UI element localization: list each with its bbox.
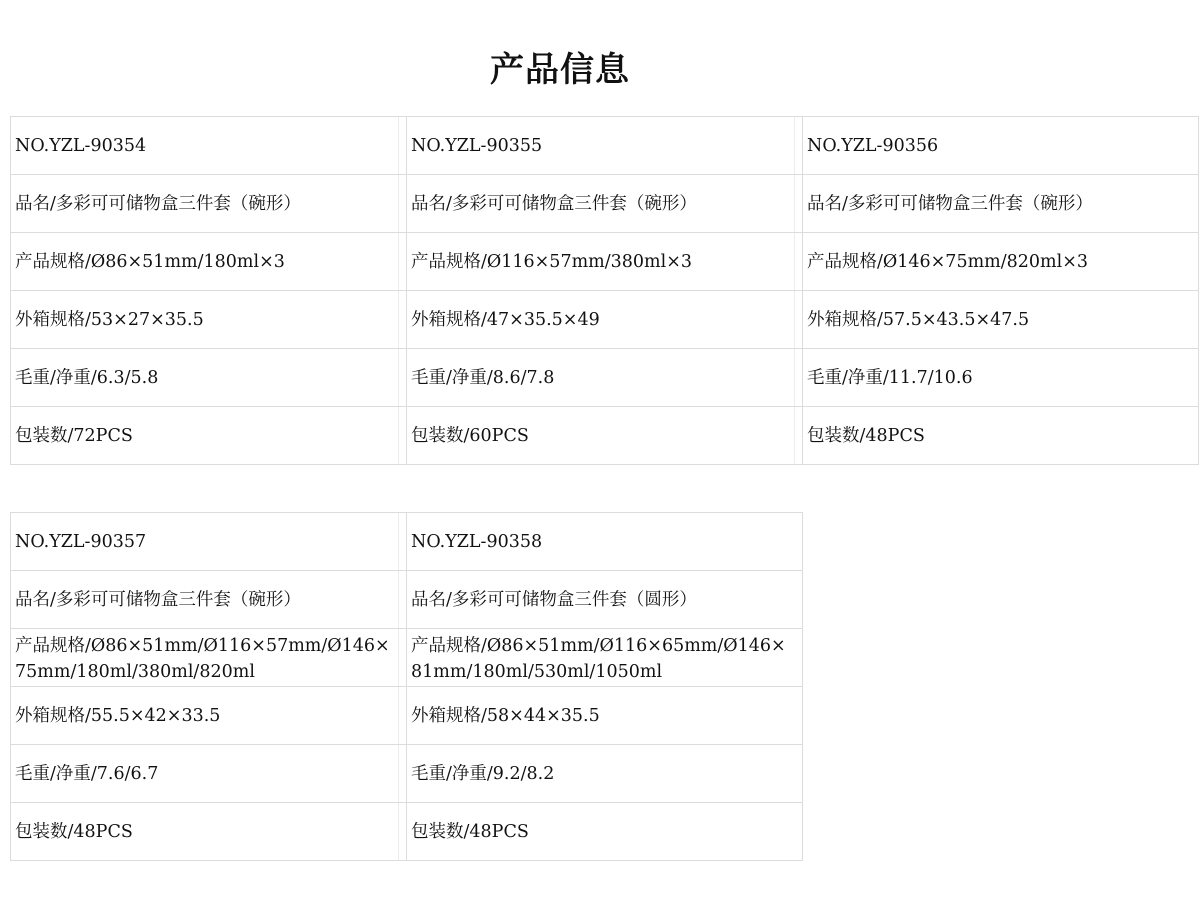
table-row-number [11,117,1199,175]
product-name-cell: 品名/多彩可可储物盒三件套（碗形） [803,175,1199,233]
table-row-name [11,175,1199,233]
product-spec-cell: 产品规格/Ø86×51mm/Ø116×65mm/Ø146×81mm/180ml/530ml/1050ml [407,629,803,687]
table-row-spec [11,233,1199,291]
product-name-cell: 品名/多彩可可储物盒三件套（碗形） [11,571,407,629]
product-number-cell: NO.YZL-90358 [407,513,803,571]
table-row-weight [11,745,803,803]
product-spec-cell: 产品规格/Ø86×51mm/Ø116×57mm/Ø146×75mm/180ml/380ml/820ml [11,629,407,687]
product-name-cell: 品名/多彩可可储物盒三件套（圆形） [407,571,803,629]
carton-spec-cell: 外箱规格/53×27×35.5 [11,291,407,349]
table-row-spec [11,629,803,687]
table-row-pack [11,407,1199,465]
pack-quantity-cell: 包装数/48PCS [407,803,803,861]
pack-quantity-cell: 包装数/48PCS [803,407,1199,465]
carton-spec-cell: 外箱规格/55.5×42×33.5 [11,687,407,745]
weight-cell: 毛重/净重/6.3/5.8 [11,349,407,407]
table-row-carton [11,291,1199,349]
weight-cell: 毛重/净重/8.6/7.8 [407,349,803,407]
pack-quantity-cell: 包装数/72PCS [11,407,407,465]
table-row-pack [11,803,803,861]
pack-quantity-cell: 包装数/48PCS [11,803,407,861]
page-title: 产品信息 [490,50,630,90]
product-name-cell: 品名/多彩可可储物盒三件套（碗形） [11,175,407,233]
carton-spec-cell: 外箱规格/57.5×43.5×47.5 [803,291,1199,349]
product-table-2 [10,512,803,861]
product-number-cell: NO.YZL-90354 [11,117,407,175]
weight-cell: 毛重/净重/7.6/6.7 [11,745,407,803]
table-row-weight [11,349,1199,407]
weight-cell: 毛重/净重/11.7/10.6 [803,349,1199,407]
product-spec-cell: 产品规格/Ø146×75mm/820ml×3 [803,233,1199,291]
table-row-carton [11,687,803,745]
product-number-cell: NO.YZL-90355 [407,117,803,175]
product-table-1 [10,116,1199,465]
product-number-cell: NO.YZL-90357 [11,513,407,571]
weight-cell: 毛重/净重/9.2/8.2 [407,745,803,803]
product-name-cell: 品名/多彩可可储物盒三件套（碗形） [407,175,803,233]
product-number-cell: NO.YZL-90356 [803,117,1199,175]
product-spec-cell: 产品规格/Ø116×57mm/380ml×3 [407,233,803,291]
carton-spec-cell: 外箱规格/47×35.5×49 [407,291,803,349]
table-row-name [11,571,803,629]
pack-quantity-cell: 包装数/60PCS [407,407,803,465]
table-row-number [11,513,803,571]
carton-spec-cell: 外箱规格/58×44×35.5 [407,687,803,745]
product-spec-cell: 产品规格/Ø86×51mm/180ml×3 [11,233,407,291]
